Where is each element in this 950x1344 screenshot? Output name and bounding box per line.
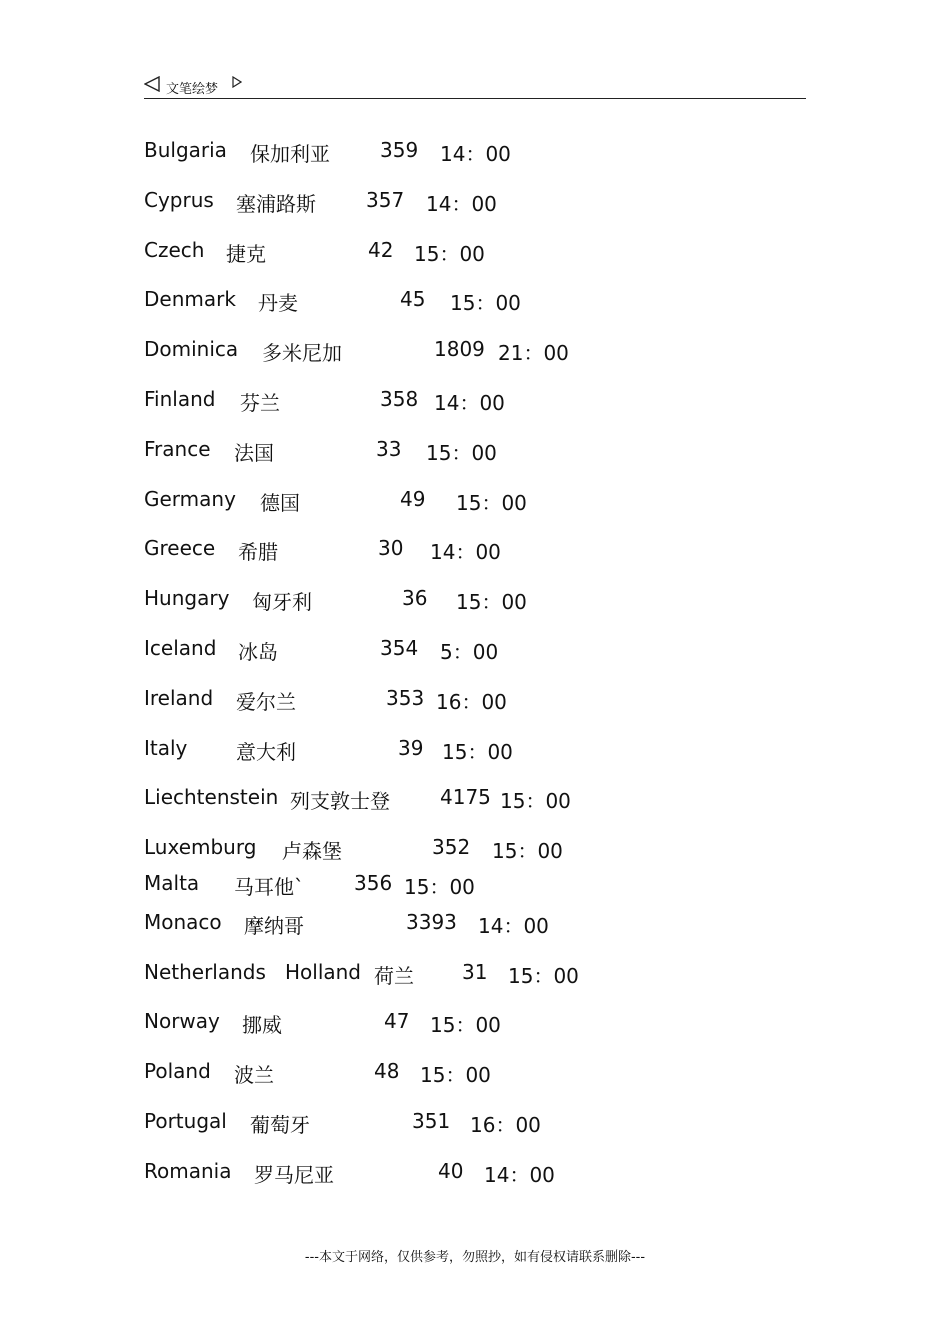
country-name-zh: 罗马尼亚 (254, 1163, 334, 1187)
country-name-zh: 匈牙利 (252, 590, 312, 614)
country-row (144, 636, 806, 664)
country-name-en: Hungary (144, 586, 230, 610)
dial-code: 30 (378, 536, 404, 560)
country-row (144, 910, 806, 938)
time-diff: 14：00 (430, 540, 501, 564)
time-diff: 15：00 (426, 441, 497, 465)
dial-code: 359 (380, 138, 419, 162)
time-diff: 5：00 (440, 640, 499, 664)
country-name-zh: 列支敦士登 (290, 789, 390, 813)
country-name-en: Greece (144, 536, 216, 560)
country-name-zh: 多米尼加 (262, 341, 342, 365)
country-row (144, 1109, 806, 1137)
time-diff: 16：00 (436, 690, 507, 714)
country-row (144, 871, 806, 899)
country-name-en: Netherlands Holland (144, 960, 362, 984)
country-name-zh: 马耳他` (234, 875, 304, 899)
country-row (144, 1009, 806, 1037)
dial-code: 42 (368, 238, 394, 262)
country-name-zh: 希腊 (238, 540, 278, 564)
country-name-zh: 意大利 (236, 740, 296, 764)
country-row (144, 138, 806, 166)
country-row (144, 686, 806, 714)
time-diff: 14：00 (484, 1163, 555, 1187)
country-name-zh: 保加利亚 (250, 142, 330, 166)
time-diff: 15：00 (450, 291, 521, 315)
dial-code: 31 (462, 960, 488, 984)
dial-code: 4175 (440, 785, 491, 809)
country-name-en: Liechtenstein (144, 785, 279, 809)
dial-code: 40 (438, 1159, 464, 1183)
country-row (144, 287, 806, 315)
country-name-en: France (144, 437, 211, 461)
country-name-en: Italy (144, 736, 188, 760)
country-name-zh: 摩纳哥 (244, 914, 304, 938)
country-name-en: Bulgaria (144, 138, 227, 162)
country-row (144, 1159, 806, 1187)
country-name-zh: 冰岛 (238, 640, 278, 664)
country-name-en: Dominica (144, 337, 239, 361)
country-name-en: Norway (144, 1009, 220, 1033)
country-name-en: Denmark (144, 287, 236, 311)
dial-code: 45 (400, 287, 426, 311)
time-diff: 15：00 (456, 491, 527, 515)
country-row (144, 736, 806, 764)
country-name-en: Poland (144, 1059, 211, 1083)
country-name-zh: 法国 (234, 441, 274, 465)
dial-code: 47 (384, 1009, 410, 1033)
triangle-right-icon (232, 76, 242, 88)
dial-code: 352 (432, 835, 471, 859)
page-header (144, 72, 806, 99)
country-row (144, 1059, 806, 1087)
country-name-zh: 卢森堡 (282, 839, 342, 863)
country-name-zh: 挪威 (242, 1013, 282, 1037)
dial-code: 36 (402, 586, 428, 610)
dial-code: 358 (380, 387, 419, 411)
dial-code: 354 (380, 636, 419, 660)
time-diff: 15：00 (456, 590, 527, 614)
country-row (144, 586, 806, 614)
triangle-left-icon (144, 76, 160, 92)
country-name-en: Luxemburg (144, 835, 257, 859)
dial-code: 1809 (434, 337, 485, 361)
time-diff: 21：00 (498, 341, 569, 365)
time-diff: 15：00 (508, 964, 579, 988)
country-name-zh: 葡萄牙 (250, 1113, 310, 1137)
dial-code: 39 (398, 736, 424, 760)
dial-code: 48 (374, 1059, 400, 1083)
country-row (144, 835, 806, 863)
time-diff: 14：00 (478, 914, 549, 938)
time-diff: 15：00 (430, 1013, 501, 1037)
time-diff: 15：00 (420, 1063, 491, 1087)
dial-code: 33 (376, 437, 402, 461)
time-diff: 15：00 (492, 839, 563, 863)
dial-code: 351 (412, 1109, 451, 1133)
country-name-en: Portugal (144, 1109, 227, 1133)
time-diff: 15：00 (442, 740, 513, 764)
country-name-zh: 捷克 (226, 242, 266, 266)
dial-code: 356 (354, 871, 393, 895)
country-row (144, 960, 806, 988)
country-name-en: Czech (144, 238, 205, 262)
dial-code: 3393 (406, 910, 457, 934)
country-name-en: Germany (144, 487, 236, 511)
country-name-zh: 爱尔兰 (236, 690, 296, 714)
country-name-zh: 芬兰 (240, 391, 280, 415)
dial-code: 353 (386, 686, 425, 710)
country-row (144, 337, 806, 365)
time-diff: 15：00 (414, 242, 485, 266)
country-name-en: Iceland (144, 636, 217, 660)
dial-code: 49 (400, 487, 426, 511)
country-name-en: Monaco (144, 910, 222, 934)
time-diff: 16：00 (470, 1113, 541, 1137)
time-diff: 15：00 (404, 875, 475, 899)
header-brand: 文笔绘梦 (166, 82, 219, 97)
country-name-en: Cyprus (144, 188, 214, 212)
country-row (144, 785, 806, 813)
country-name-zh: 荷兰 (374, 964, 414, 988)
time-diff: 14：00 (426, 192, 497, 216)
footer-disclaimer: ---本文于网络，仅供参考，勿照抄，如有侵权请联系删除--- (304, 1250, 646, 1265)
country-row (144, 487, 806, 515)
country-name-zh: 波兰 (234, 1063, 274, 1087)
country-name-zh: 德国 (260, 491, 300, 515)
dial-code: 357 (366, 188, 405, 212)
country-row (144, 437, 806, 465)
country-name-en: Finland (144, 387, 216, 411)
country-name-en: Malta (144, 871, 200, 895)
country-row (144, 188, 806, 216)
country-row (144, 536, 806, 564)
time-diff: 14：00 (440, 142, 511, 166)
country-name-zh: 丹麦 (258, 291, 298, 315)
country-name-en: Romania (144, 1159, 232, 1183)
time-diff: 14：00 (434, 391, 505, 415)
country-row (144, 387, 806, 415)
country-name-zh: 塞浦路斯 (236, 192, 316, 216)
country-name-en: Ireland (144, 686, 214, 710)
country-row (144, 238, 806, 266)
time-diff: 15：00 (500, 789, 571, 813)
